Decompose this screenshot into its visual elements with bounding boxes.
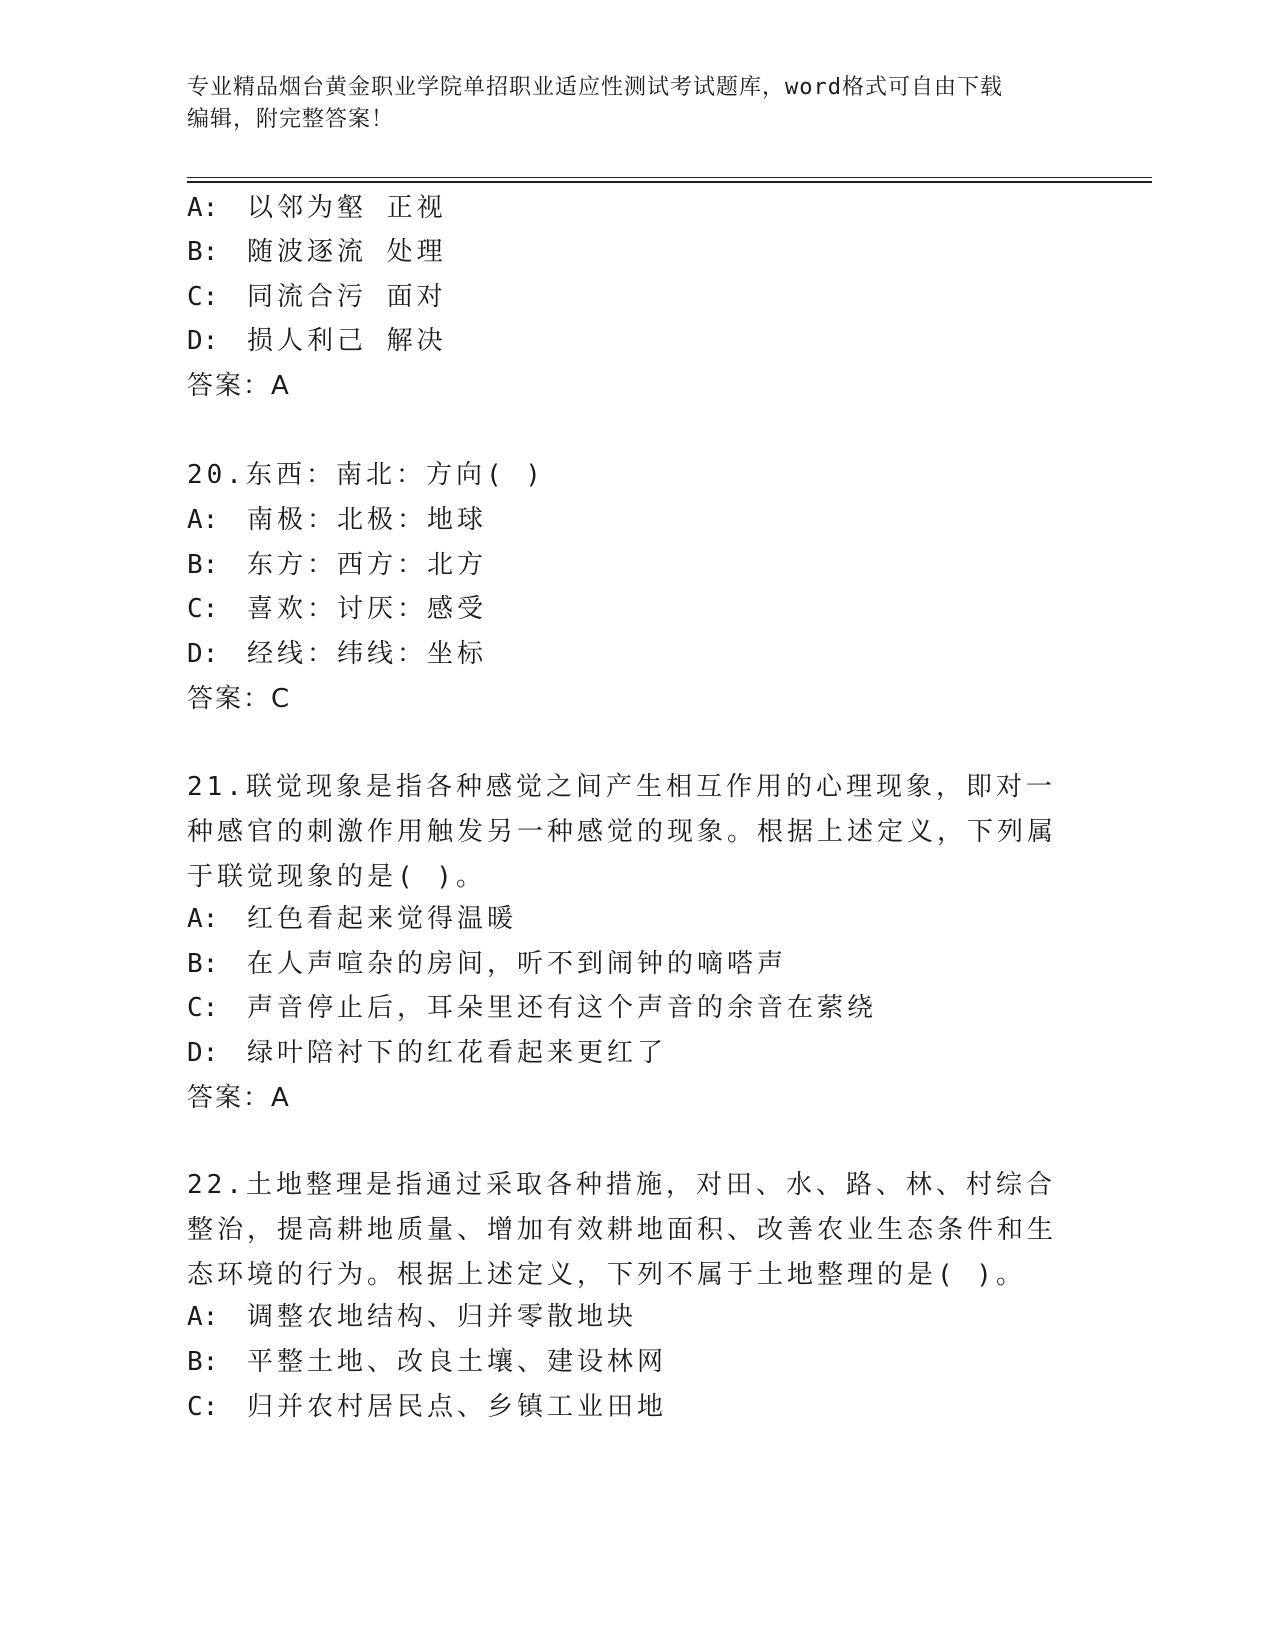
q21-option-b [187, 946, 787, 982]
option-label: D: [187, 639, 219, 669]
header-divider-thick [187, 181, 1152, 183]
option-text: 损人利己 解决 [247, 326, 447, 356]
option-text: 南极：北极：地球 [247, 505, 488, 535]
option-text: 平整土地、改良土壤、建设林网 [247, 1347, 668, 1377]
q21-option-d [187, 1035, 667, 1071]
option-label: B: [187, 550, 219, 580]
q20-option-b [187, 547, 487, 583]
q19-option-b [187, 234, 447, 270]
q19-option-a [187, 190, 447, 226]
option-label: C: [187, 1392, 219, 1422]
page-header [187, 72, 1087, 136]
option-label: B: [187, 1347, 219, 1377]
q19-option-c [187, 279, 447, 315]
q21-option-a [187, 901, 517, 937]
option-text: 归并农村居民点、乡镇工业田地 [247, 1392, 668, 1422]
option-text: 绿叶陪衬下的红花看起来更红了 [247, 1038, 668, 1068]
q22-option-a [187, 1299, 637, 1335]
option-label: C: [187, 594, 219, 624]
q19-option-d [187, 323, 447, 359]
option-label: B: [187, 949, 219, 979]
option-label: D: [187, 326, 219, 356]
option-label: A: [187, 505, 219, 535]
q20-option-d [187, 636, 487, 672]
q21-option-c [187, 990, 877, 1026]
header-line-1: 专业精品烟台黄金职业学院单招职业适应性测试考试题库，word格式可自由下载 [187, 75, 1003, 100]
q21-question: 21.联觉现象是指各种感觉之间产生相互作用的心理现象，即对一种感官的刺激作用触发另一种感觉的现象。根据上述定义，下列属于联觉现象的是( )。 [187, 772, 1058, 892]
option-text: 随波逐流 处理 [247, 237, 447, 267]
option-text: 同流合污 面对 [247, 282, 447, 312]
q22-option-b [187, 1344, 667, 1380]
option-text: 在人声喧杂的房间，听不到闹钟的嘀嗒声 [247, 949, 788, 979]
option-text: 红色看起来觉得温暖 [247, 904, 518, 934]
option-label: B: [187, 237, 219, 267]
q22-question: 22.土地整理是指通过采取各种措施，对田、水、路、林、村综合整治，提高耕地质量、增加有效耕地面积、改善农业生态条件和生态环境的行为。根据上述定义，下列不属于土地整理的是( )。 [187, 1170, 1058, 1290]
option-text: 东方：西方：北方 [247, 550, 488, 580]
option-text: 经线：纬线：坐标 [247, 639, 488, 669]
q20-option-c [187, 591, 487, 627]
option-text: 以邻为壑 正视 [247, 193, 447, 223]
q20-option-a [187, 502, 487, 538]
q22-option-c [187, 1389, 667, 1425]
option-text: 声音停止后，耳朵里还有这个声音的余音在萦绕 [247, 993, 878, 1023]
option-text: 调整农地结构、归并零散地块 [247, 1302, 638, 1332]
option-label: C: [187, 282, 219, 312]
option-label: C: [187, 993, 219, 1023]
option-label: A: [187, 904, 219, 934]
q20-question: 20.东西：南北：方向( ) [187, 460, 545, 490]
option-label: D: [187, 1038, 219, 1068]
header-divider-thin [187, 177, 1152, 178]
q19-answer: 答案：A [187, 371, 291, 401]
option-text: 喜欢：讨厌：感受 [247, 594, 488, 624]
header-line-2: 编辑，附完整答案！ [187, 107, 395, 132]
q20-answer: 答案：C [187, 684, 292, 714]
option-label: A: [187, 193, 219, 223]
option-label: A: [187, 1302, 219, 1332]
q21-answer: 答案：A [187, 1083, 291, 1113]
